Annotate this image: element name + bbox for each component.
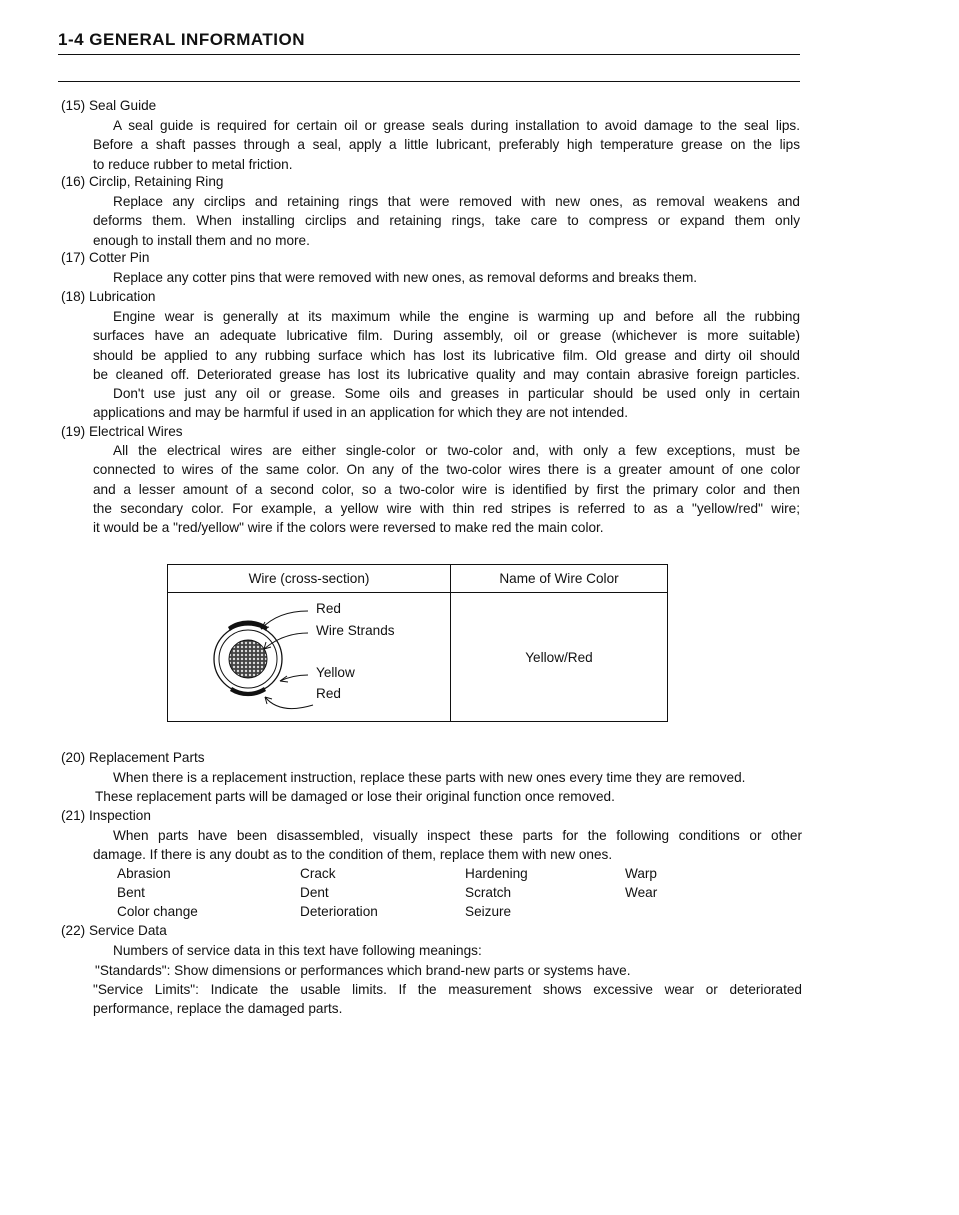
section-body-17: Replace any cotter pins that were removed with new ones, as removal deforms and breaks them. bbox=[113, 270, 698, 285]
condition-item: Scratch bbox=[465, 885, 512, 900]
text-line: These replacement parts will be damaged or lose their original function once removed. bbox=[95, 789, 615, 804]
label-wire-strands: Wire Strands bbox=[316, 623, 395, 638]
text-line: deforms them. When installing circlips and retaining rings, take care to compress or expand them only bbox=[93, 213, 800, 229]
text-line: When parts have been disassembled, visually inspect these parts for the following conditions or other bbox=[113, 828, 802, 843]
text-line: to reduce rubber to metal friction. bbox=[93, 156, 293, 172]
text-line: connected to wires of the same color. On any of the two-color wires there is a greater amount of one color bbox=[93, 462, 800, 478]
text-line: "Standards": Show dimensions or performances which brand-new parts or systems have. bbox=[95, 963, 631, 978]
page-title: 1-4 GENERAL INFORMATION bbox=[58, 30, 305, 49]
text-line: Before a shaft passes through a seal, apply a little lubricant, preferably high temperature grease on the lips bbox=[93, 137, 800, 153]
condition-item: Wear bbox=[625, 885, 658, 900]
page-header bbox=[58, 30, 800, 50]
section-body-18 bbox=[93, 307, 800, 423]
text-line: and a lesser amount of a second color, so a two-color wire is identified by first the primary color and then bbox=[93, 481, 800, 497]
text-line: enough to install them and no more. bbox=[93, 232, 310, 248]
section-divider bbox=[58, 81, 800, 82]
section-heading-22: (22) Service Data bbox=[61, 923, 167, 938]
condition-item: Seizure bbox=[465, 904, 512, 919]
table-header-wire: Wire (cross-section) bbox=[168, 565, 451, 593]
text-line: "Service Limits": Indicate the usable limits. If the measurement shows excessive wear or deteriorated bbox=[93, 982, 802, 997]
condition-item: Abrasion bbox=[117, 866, 171, 881]
section-heading-20: (20) Replacement Parts bbox=[61, 750, 205, 765]
text-line: the secondary color. For example, a yellow wire with thin red stripes is referred to as a "yellow/red" wire; bbox=[93, 500, 800, 516]
text-line: All the electrical wires are either single-color or two-color and, with only a few exceptions, must be bbox=[113, 443, 800, 458]
text-line: When there is a replacement instruction, replace these parts with new ones every time they are removed. bbox=[113, 770, 746, 785]
label-yellow: Yellow bbox=[316, 665, 355, 680]
wire-diagram-cell bbox=[168, 593, 451, 722]
text-line: performance, replace the damaged parts. bbox=[93, 1001, 343, 1017]
wire-color-name: Yellow/Red bbox=[451, 593, 668, 722]
section-body-19 bbox=[93, 441, 800, 537]
wire-color-table bbox=[167, 564, 668, 722]
section-heading-17: (17) Cotter Pin bbox=[61, 250, 150, 265]
section-body-16 bbox=[93, 192, 800, 250]
text-line: Don't use just any oil or grease. Some oils and greases in particular should be used only in certain bbox=[113, 386, 800, 402]
wire-cross-section-diagram bbox=[168, 593, 450, 721]
condition-item: Crack bbox=[300, 866, 336, 881]
text-line: surfaces have an adequate lubricative film. During assembly, oil or grease (whichever is more suitable) bbox=[93, 328, 800, 344]
condition-item: Deterioration bbox=[300, 904, 378, 919]
text-line: it would be a "red/yellow" wire if the colors were reversed to make red the main color. bbox=[93, 520, 604, 536]
section-body-15 bbox=[93, 116, 800, 174]
section-body-21 bbox=[93, 826, 802, 865]
text-line: Replace any circlips and retaining rings that were removed with new ones, as removal weakens and bbox=[113, 194, 800, 209]
section-heading-18: (18) Lubrication bbox=[61, 289, 156, 304]
table-header-color-name: Name of Wire Color bbox=[451, 565, 668, 593]
condition-item: Warp bbox=[625, 866, 657, 881]
text-line: applications and may be harmful if used in an application for which they are not intended. bbox=[93, 405, 629, 421]
section-heading-16: (16) Circlip, Retaining Ring bbox=[61, 174, 224, 189]
label-red-top: Red bbox=[316, 601, 341, 616]
condition-item: Color change bbox=[117, 904, 198, 919]
condition-item: Dent bbox=[300, 885, 329, 900]
condition-item: Bent bbox=[117, 885, 145, 900]
condition-item: Hardening bbox=[465, 866, 528, 881]
header-rule bbox=[58, 54, 800, 55]
section-heading-21: (21) Inspection bbox=[61, 808, 151, 823]
text-line: Engine wear is generally at its maximum while the engine is warming up and before all the rubbing bbox=[113, 309, 800, 324]
section-body-22 bbox=[93, 980, 802, 1019]
text-line: damage. If there is any doubt as to the condition of them, replace them with new ones. bbox=[93, 847, 613, 863]
section-heading-19: (19) Electrical Wires bbox=[61, 424, 183, 439]
label-red-bottom: Red bbox=[316, 686, 341, 701]
wire-cross-section-icon bbox=[168, 593, 450, 721]
section-heading-15: (15) Seal Guide bbox=[61, 98, 157, 113]
text-line: A seal guide is required for certain oil or grease seals during installation to avoid damage to the seal lips. bbox=[113, 118, 800, 133]
text-line: Numbers of service data in this text have following meanings: bbox=[113, 943, 482, 958]
text-line: be cleaned off. Deteriorated grease has lost its lubricative quality and may contain abrasive foreign particles. bbox=[93, 366, 800, 382]
text-line: should be applied to any rubbing surface which has lost its lubricative film. Old grease and dirty oil should bbox=[93, 347, 800, 363]
